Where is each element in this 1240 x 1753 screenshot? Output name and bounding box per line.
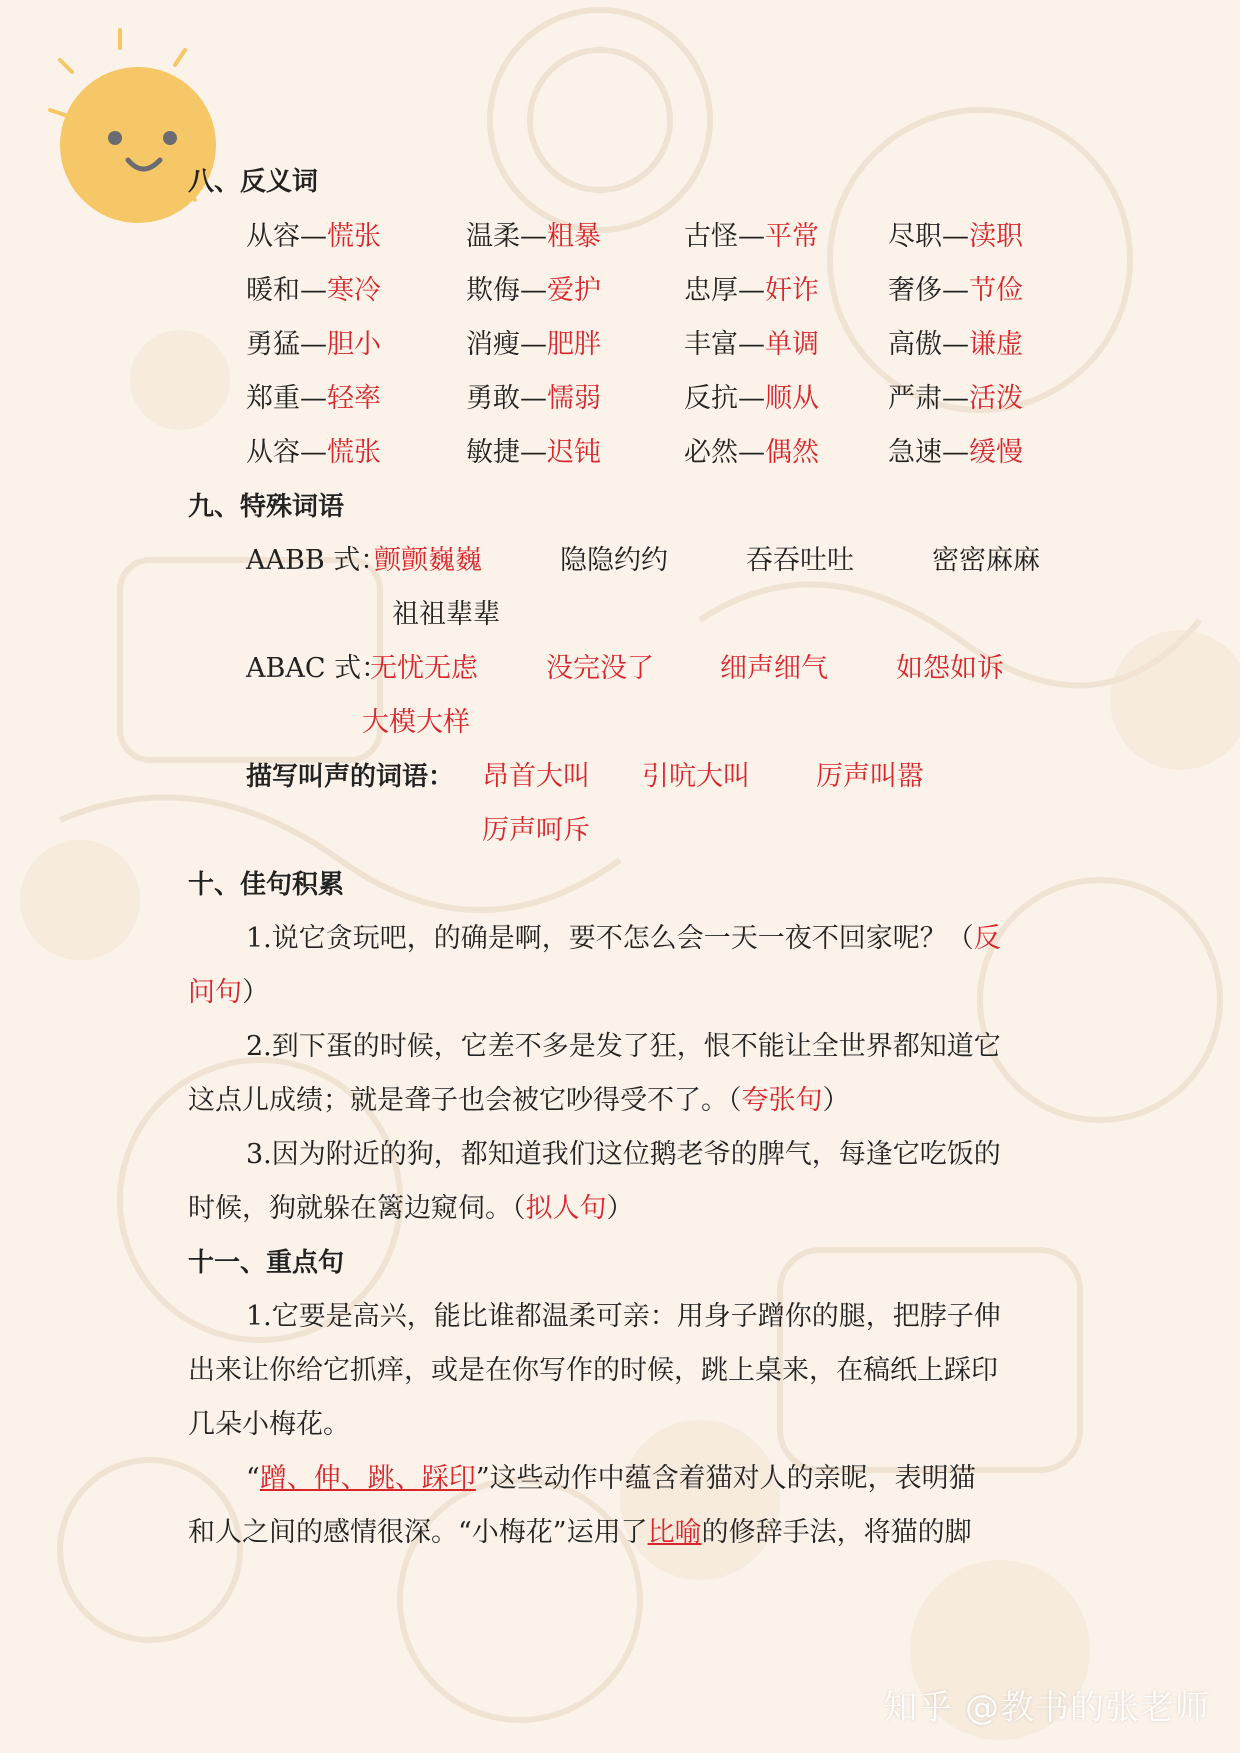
sentence-1: 1.说它贪玩吧，的确是啊，要不怎么会一天一夜不回家呢？（反 <box>246 923 1001 954</box>
antonym-item: 勇猛—胆小 <box>246 329 381 360</box>
abac-label: ABAC 式： <box>246 653 389 684</box>
antonym-item: 必然—偶然 <box>684 437 819 468</box>
aabb-word: 颤颤巍巍 <box>374 545 482 576</box>
section-title-antonyms: 八、反义词 <box>188 167 319 197</box>
antonym-item: 勇敢—懦弱 <box>466 383 601 414</box>
section-title-special-words: 九、特殊词语 <box>188 492 345 522</box>
antonym-item: 急速—缓慢 <box>888 437 1023 468</box>
abac-word: 如怨如诉 <box>896 653 1004 684</box>
antonym-item: 温柔—粗暴 <box>466 221 601 252</box>
aabb-word: 密密麻麻 <box>932 545 1040 576</box>
antonym-item: 高傲—谦虚 <box>888 329 1023 360</box>
aabb-word: 祖祖辈辈 <box>392 599 500 630</box>
antonym-item: 古怪—平常 <box>684 221 819 252</box>
antonym-item: 反抗—顺从 <box>684 383 819 414</box>
sentence-3-cont: 时候，狗就躲在篱边窥伺。（拟人句） <box>188 1193 634 1224</box>
antonym-item: 忠厚—奸诈 <box>684 275 819 306</box>
key-sentence-1: 1.它要是高兴，能比谁都温柔可亲：用身子蹭你的腿，把脖子伸 <box>246 1301 1001 1332</box>
sound-word: 厉声呵斥 <box>482 815 590 846</box>
aabb-label: AABB 式： <box>246 545 388 576</box>
antonym-item: 郑重—轻率 <box>246 383 381 414</box>
key-sentence-1-cont: 几朵小梅花。 <box>188 1409 350 1440</box>
abac-word: 没完没了 <box>546 653 654 684</box>
antonym-item: 尽职—渎职 <box>888 221 1023 252</box>
antonym-item: 从容—慌张 <box>246 221 381 252</box>
abac-word: 无忧无虑 <box>370 653 478 684</box>
watermark: 知乎 @教书的张老师 <box>883 1688 1210 1728</box>
key-analysis: “蹭、伸、跳、踩印”这些动作中蕴含着猫对人的亲昵，表明猫 <box>246 1463 976 1494</box>
abac-word: 细声细气 <box>720 653 828 684</box>
aabb-word: 吞吞吐吐 <box>746 545 854 576</box>
sound-words-label: 描写叫声的词语： <box>246 762 455 792</box>
antonym-item: 消瘦—肥胖 <box>466 329 601 360</box>
aabb-word: 隐隐约约 <box>560 545 668 576</box>
sound-word: 昂首大叫 <box>482 761 590 792</box>
sentence-2-cont: 这点儿成绩；就是聋子也会被它吵得受不了。（夸张句） <box>188 1085 850 1116</box>
antonym-item: 奢侈—节俭 <box>888 275 1023 306</box>
sentence-2: 2.到下蛋的时候，它差不多是发了狂，恨不能让全世界都知道它 <box>246 1031 1001 1062</box>
antonym-item: 敏捷—迟钝 <box>466 437 601 468</box>
abac-word: 大模大样 <box>362 707 470 738</box>
key-sentence-1-cont: 出来让你给它抓痒，或是在你写作的时候，跳上桌来，在稿纸上踩印 <box>188 1355 998 1386</box>
antonym-item: 严肃—活泼 <box>888 383 1023 414</box>
sound-word: 厉声叫嚣 <box>816 761 924 792</box>
antonym-item: 丰富—单调 <box>684 329 819 360</box>
section-title-good-sentences: 十、佳句积累 <box>188 870 345 900</box>
section-title-key-sentences: 十一、重点句 <box>188 1248 345 1278</box>
key-analysis-cont: 和人之间的感情很深。“小梅花”运用了比喻的修辞手法，将猫的脚 <box>188 1517 972 1548</box>
sound-word: 引吭大叫 <box>642 761 750 792</box>
antonym-item: 从容—慌张 <box>246 437 381 468</box>
antonym-item: 暖和—寒冷 <box>246 275 381 306</box>
antonym-item: 欺侮—爱护 <box>466 275 601 306</box>
sentence-3: 3.因为附近的狗，都知道我们这位鹅老爷的脾气，每逢它吃饭的 <box>246 1139 1001 1170</box>
sentence-1-cont: 问句） <box>188 977 269 1008</box>
